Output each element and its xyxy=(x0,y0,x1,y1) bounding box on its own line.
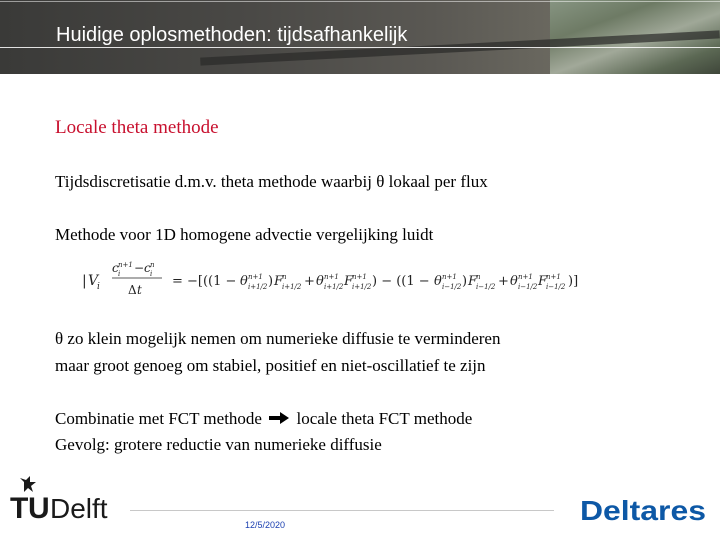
svg-text:n+1: n+1 xyxy=(118,261,133,269)
svg-text:= −[((1 −: = −[((1 − xyxy=(172,274,237,289)
svg-text:Δ: Δ xyxy=(128,283,137,297)
svg-text:+: + xyxy=(304,274,315,289)
slide-title: Huidige oplosmethoden: tijdsafhankelijk xyxy=(56,24,408,46)
svg-text:+: + xyxy=(498,274,509,289)
svg-text:F: F xyxy=(538,274,548,289)
deltares-logo xyxy=(580,490,708,526)
svg-text:c: c xyxy=(112,261,119,275)
equation-graphic xyxy=(82,258,602,300)
svg-text:n+1: n+1 xyxy=(518,273,533,281)
header-top-rule xyxy=(0,1,720,2)
svg-text:n: n xyxy=(476,273,481,281)
eq-abs-open: | xyxy=(82,273,87,289)
svg-text:θ: θ xyxy=(240,274,248,289)
paragraph-fct-combination xyxy=(55,409,472,430)
slide-date: 12/5/2020 xyxy=(245,520,286,530)
svg-text:θ: θ xyxy=(316,274,324,289)
svg-text:c: c xyxy=(144,261,151,275)
paragraph-theta-large: maar groot genoeg om stabiel, positief en niet-oscillatief te zijn xyxy=(55,356,486,375)
eq-volume-sub: i xyxy=(97,282,100,292)
svg-text:)]: )] xyxy=(568,274,579,289)
svg-text:Deltares: Deltares xyxy=(580,495,706,526)
paragraph-discretisation: Tijdsdiscretisatie d.m.v. theta methode waarbij θ lokaal per flux xyxy=(55,172,488,191)
svg-text:U: U xyxy=(28,492,50,525)
svg-text:i: i xyxy=(150,270,153,278)
fct-result-text: locale theta FCT methode xyxy=(296,409,473,428)
fct-combination-text: Combinatie met FCT methode xyxy=(55,409,262,428)
svg-text:F: F xyxy=(344,274,354,289)
svg-text:n+1: n+1 xyxy=(546,273,561,281)
header-rule xyxy=(0,47,720,48)
header-banner xyxy=(0,0,720,74)
svg-text:t: t xyxy=(137,283,142,297)
svg-text:i+1/2: i+1/2 xyxy=(352,283,372,291)
svg-text:i−1/2: i−1/2 xyxy=(442,283,462,291)
advection-equation xyxy=(82,258,602,300)
svg-text:θ: θ xyxy=(434,274,442,289)
svg-text:n+1: n+1 xyxy=(442,273,457,281)
svg-text:F: F xyxy=(274,274,284,289)
svg-text:n: n xyxy=(282,273,287,281)
svg-text:) − ((1 −: ) − ((1 − xyxy=(372,274,430,289)
svg-text:i+1/2: i+1/2 xyxy=(324,283,344,291)
footer-rule xyxy=(130,510,554,511)
svg-text:−: − xyxy=(134,261,145,275)
svg-text:n+1: n+1 xyxy=(248,273,263,281)
svg-text:n+1: n+1 xyxy=(324,273,339,281)
svg-text:T: T xyxy=(10,492,29,525)
svg-text:): ) xyxy=(462,274,468,289)
section-heading: Locale theta methode xyxy=(55,117,219,138)
svg-text:i−1/2: i−1/2 xyxy=(518,283,538,291)
svg-text:θ: θ xyxy=(510,274,518,289)
svg-text:Delft: Delft xyxy=(50,493,108,524)
svg-text:): ) xyxy=(268,274,274,289)
eq-volume: V xyxy=(88,273,99,289)
tudelft-logo xyxy=(10,476,122,526)
svg-text:i: i xyxy=(118,270,121,278)
svg-text:n: n xyxy=(150,261,155,269)
paragraph-consequence: Gevolg: grotere reductie van numerieke diffusie xyxy=(55,435,382,454)
paragraph-method: Methode voor 1D homogene advectie vergelijking luidt xyxy=(55,225,434,244)
paragraph-theta-small: θ zo klein mogelijk nemen om numerieke diffusie te verminderen xyxy=(55,329,501,348)
svg-text:F: F xyxy=(468,274,478,289)
svg-text:i+1/2: i+1/2 xyxy=(248,283,268,291)
svg-text:i+1/2: i+1/2 xyxy=(282,283,302,291)
svg-text:i−1/2: i−1/2 xyxy=(546,283,566,291)
svg-text:n+1: n+1 xyxy=(352,273,367,281)
arrow-right-icon xyxy=(269,410,289,430)
svg-text:i−1/2: i−1/2 xyxy=(476,283,496,291)
